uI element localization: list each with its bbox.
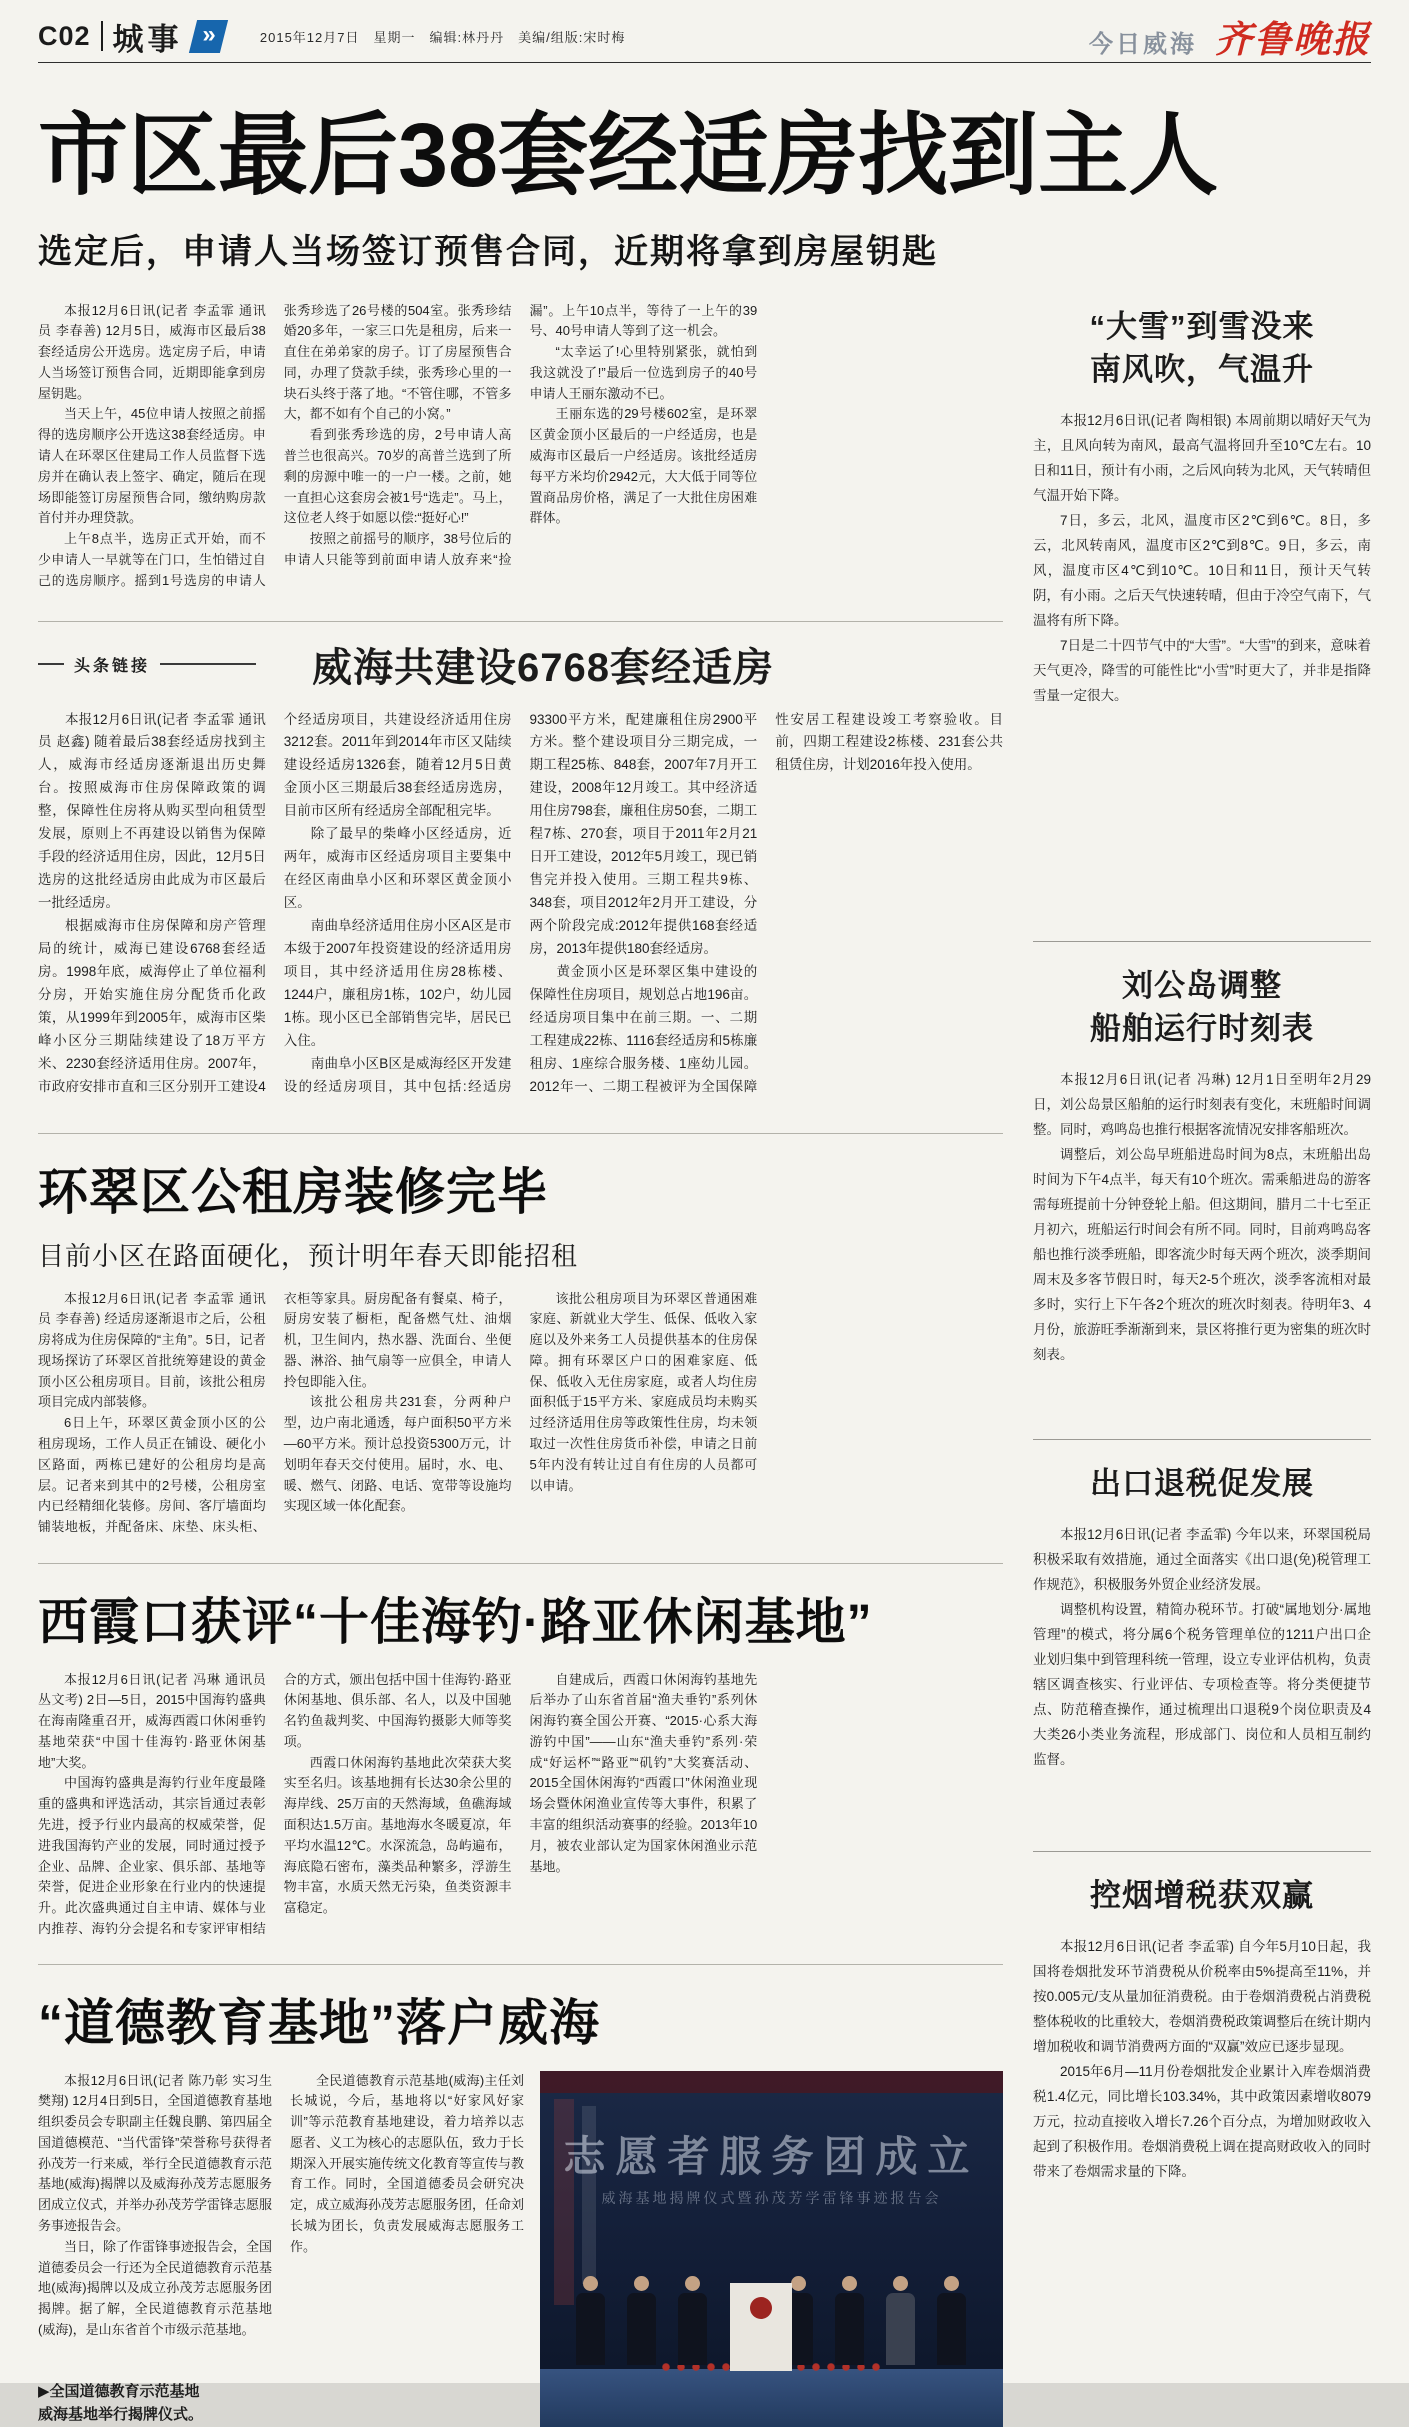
photo-caption-line2: 威海基地举行揭牌仪式。 (38, 2406, 204, 2424)
sidebar-column (1033, 301, 1371, 2427)
date-editor-line: 2015年12月7日 星期一 编辑:林丹丹 美编/组版:宋时梅 (259, 29, 626, 45)
sidebar4-headline (1033, 1874, 1371, 1917)
chevron-glyph: » (201, 20, 216, 48)
paragraph: 中国海钓盛典是海钓行业年度最隆重的盛典和评选活动，其宗旨通过表彰先进，授予行业内最高的权威荣誉，促进我国海钓产业的发展，同时通过授予企业、品牌、企业家、俱乐部、基地等荣誉，促进企业形象在行业内的快速提升。此次盛典通过自主申请、媒体与业内推荐、海钓分会提名和专家评审相结合的方式，颁出包括中国十佳海钓·路亚休闲基地、俱乐部、名人，以及中国驰名钓鱼裁判奖、中国海钓摄影大师等奖项。 (38, 1671, 512, 1937)
sidebar-article-liugong-island (1033, 941, 1371, 1439)
article-public-rental (38, 1133, 1003, 1541)
paragraph: 该批公租房共231套，分两种户型，边户南北通透，每户面积50平方米—60平方米。预计总投资5300万元，计划明年春天交付使用。届时，水、电、暖、燃气、闭路、电话、宽带等设施均实现区域一体化配套。 (283, 1394, 512, 1514)
photo-podium (730, 2283, 792, 2371)
paragraph: 黄金顶小区是环翠区集中建设的保障性住房项目，规划总占地196亩。经适房项目集中在前三期。一、二期工程建成22栋、1116套经适房和5栋廉租房、1座综合服务楼、1座幼儿园。2012年一、二期工程被评为全国保障性安居工程建设竣工考察验收。目前，四期工程建设2栋楼、231套公共租赁住房，计划2016年投入使用。 (529, 711, 1003, 1094)
sidebar2-body (1033, 1068, 1371, 1368)
paragraph: 本报12月6日讯(记者 冯琳 通讯员 丛文考) 2日—5日，2015中国海钓盛典在海南隆重召开，威海西霞口休闲垂钓基地荣获“中国十佳海钓·路亚休闲基地”大奖。 (38, 1671, 266, 1770)
article-moral-education (38, 1964, 1003, 2427)
paragraph: 6日上午，环翠区黄金顶小区的公租房现场，工作人员正在铺设、硬化小区路面，两栋已建好的公租房均是高层。记者来到其中的2号楼，公租房室内已经精细化装修。房间、客厅墙面均铺装地板，并配备床、床垫、床头柜、衣柜等家具。厨房配备有餐桌、椅子，厨房安装了橱柜，配备燃气灶、油烟机，卫生间内，热水器、洗面台、坐便器、淋浴、抽气扇等一应俱全，申请人拎包即能入住。 (38, 1290, 512, 1535)
sidebar3-headline (1033, 1462, 1371, 1505)
section-name: 城事 (112, 21, 183, 57)
photo-banner-subtext: 威海基地揭牌仪式暨孙茂芳学雷锋事迹报告会 (601, 2189, 942, 2206)
paragraph: 本报12月6日讯(记者 冯琳) 12月1日至明年2月29日，刘公岛景区船舶的运行时刻表有变化，末班船时间调整。同时，鸡鸣岛也推行根据客流情况安排客船班次。 (1033, 1072, 1371, 1138)
paragraph: 自建成后，西霞口休闲海钓基地先后举办了山东省首届“渔夫垂钓”系列休闲海钓赛全国公开赛、“2015·心系大海 游钓中国”——山东“渔夫垂钓”系列·荣成“好运杯”“路亚”“矶钓”大奖赛活动、2015全国休闲海钓“西霞口”休闲渔业现场会暨休闲渔业宣传等大事件，积累了丰富的组织活动赛事的经验。2013年10月，被农业部认定为国家休闲渔业示范基地。 (529, 1671, 758, 1874)
paragraph: 除了最早的柴峰小区经适房，近两年，威海市区经适房项目主要集中在经区南曲阜小区和环翠区黄金顶小区。 (283, 826, 512, 910)
article3-subhead: 目前小区在路面硬化，预计明年春天即能招租 (38, 1240, 579, 1271)
sidebar2-headline-line1: 刘公岛调整 (1122, 967, 1282, 1003)
kicker-rule-right (160, 663, 256, 665)
article2-body (38, 709, 1003, 1111)
paragraph: 本报12月6日讯(记者 陶相银) 本周前期以晴好天气为主，且风向转为南风，最高气温将回升至10℃左右。10日和11日，预计有小雨，之后风向转为北风，天气转晴但气温开始下降。 (1033, 413, 1372, 504)
sidebar1-headline-line1: “大雪”到雪没来 (1089, 308, 1315, 344)
paragraph: 本报12月6日讯(记者 李孟霏 通讯员 李春善) 经适房逐渐退市之后，公租房将成为住房保障的“主角”。5日，记者现场探访了环翠区首批统筹建设的黄金顶小区公租房项目。目前，该批公租房项目完成内部装修。 (38, 1290, 266, 1410)
article2-headline: 威海共建设6768套经适房 (312, 645, 774, 690)
article5-content-row (38, 2071, 1003, 2427)
photo-person (623, 2276, 659, 2365)
page-code: C02 (38, 20, 91, 51)
sidebar2-headline-line2: 船舶运行时刻表 (1090, 1010, 1314, 1046)
photo-caption-line1: ▶全国道德教育示范基地 (38, 2383, 200, 2400)
paragraph: “太幸运了!心里特别紧张，就怕到我这就没了!”最后一位选到房子的40号申请人王丽东激动不已。 (529, 344, 758, 401)
paragraph: 西霞口休闲海钓基地此次荣获大奖实至名归。该基地拥有长达30余公里的海岸线、25万亩的天然海域，鱼礁海域面积达1.5万亩。基地海水冬暖夏凉，年平均水温12℃。水深流急，岛屿遍布，海底隐石密布，藻类品种繁多，浮游生物丰富，水质天然无污染，鱼类资源丰富稳定。 (283, 1754, 512, 1916)
photo-person (832, 2276, 868, 2365)
paragraph: 7日，多云，北风，温度市区2℃到6℃。8日，多云，北风转南风，温度市区2℃到8℃。9日，多云，南风，温度市区4℃到10℃。10日和11日，预计天气转阴，有小雨。之后天气快速转晴，但由于冷空气南下，气温将有所下降。 (1033, 513, 1371, 629)
paragraph: 调整后，刘公岛早班船进岛时间为8点，末班船出岛时间为下午4点半，每天有10个班次。需乘船进岛的游客需每班提前十分钟登轮上船。但这期间，腊月二十七至正月初六，班船运行时间会有所不同。同时，目前鸡鸣岛客船也推行淡季班船，即客流少时每天两个班次，淡季期间周末及多客节假日时，每天2-5个班次，淡季客流相对最多时，实行上下午各2个班次的班次时刻表。待明年3、4月份，旅游旺季渐渐到来，景区将推行更为密集的班次时刻表。 (1033, 1147, 1371, 1362)
edition-name: 今日威海 (1089, 31, 1197, 58)
article5-text-area (38, 2071, 524, 2427)
sidebar-article-tobacco-tax (1033, 1851, 1371, 2271)
sidebar1-headline (1033, 305, 1371, 392)
sidebar3-body (1033, 1523, 1371, 1773)
photo-banner-strip (540, 2071, 1003, 2093)
paragraph: 南曲阜经济适用住房小区A区是市本级于2007年投资建设的经济适用房项目，其中经济适用住房28栋楼、1244户，廉租房1栋，102户，幼儿园1栋。现小区已全部销售完毕，居民已入住。 (283, 917, 512, 1048)
photo-caption (38, 2380, 524, 2427)
podium-emblem (750, 2297, 772, 2319)
paragraph: 当天上午，45位申请人按照之前摇得的选房顺序公开选这38套经适房。申请人在环翠区住建局工作人员监督下选房并在确认表上签字、确定，随后在现场即能签订房屋预售合同，缴纳购房款首付并办理贷款。 (38, 406, 266, 526)
article4-body (38, 1670, 1003, 1942)
article4-headline: 西霞口获评“十佳海钓·路亚休闲基地” (38, 1593, 873, 1650)
paragraph: 按照之前摇号的顺序，38号位后的申请人只能等到前面申请人放弃来“捡漏”。上午10点半，等待了一上午的39号、40号申请人等到了这一机会。 (283, 302, 758, 568)
paragraph: 调整机构设置，精简办税环节。打破“属地划分·属地管理”的模式，将分属6个税务管理单位的1211户出口企业划归集中到管理科统一管理，设立专业评估机构，负责辖区调查核实、行业评估、专项检查等。将分类便捷节点、防范稽查操作，通过梳理出口退税9个岗位职责及4大类26小类业务流程，形成部门、岗位和人员相互制约监督。 (1033, 1601, 1371, 1767)
ceremony-photo (540, 2071, 1003, 2427)
paragraph: 该批公租房项目为环翠区普通困难家庭、新就业大学生、低保、低收入家庭以及外来务工人员提供基本的住房保障。拥有环翠区户口的困难家庭、低保、低收入无住房家庭，或者人均住房面积低于15平方米、家庭成员均未购买过经济适用住房等政策性住房，均未领取过一次性住房货币补偿，申请之日前5年内没有转让过自有住房的人员都可以申请。 (529, 1290, 758, 1493)
article5-headline: “道德教育基地”落户威海 (38, 1994, 600, 2051)
sidebar2-headline (1033, 964, 1371, 1051)
photo-person (572, 2276, 608, 2365)
paragraph: 当日，除了作雷锋事迹报告会，全国道德委员会一行还为全民道德教育示范基地(威海)揭牌以及成立孙茂芳志愿服务团揭牌。据了解，全民道德教育示范基地(威海)，是山东省首个市级示范基地。 (38, 2238, 273, 2338)
paragraph: 上午8点半，选房正式开始，而不少申请人一早就等在门口，生怕错过自己的选房顺序。摇到1号选房的申请人张秀珍选了26号楼的504室。张秀珍结婚20多年，一家三口先是租房，后来一直住在弟弟家的房子。订了房屋预售合同，办理了贷款手续，张秀珍心里的一块石头终于落了地。“不管住哪，不管多大，都不如有个自己的小窝。” (38, 302, 512, 588)
sidebar4-body (1033, 1935, 1371, 2185)
kicker-label: 头条链接 (74, 657, 151, 675)
paragraph: 王丽东选的29号楼602室，是环翠区黄金顶小区最后的一户经适房，也是威海市区最后一户经适房。该批经适房每平方米均价2942元，大大低于同等位置商品房价格，满足了一大批住房困难群体。 (529, 406, 758, 526)
page-header (38, 14, 1371, 61)
paragraph: 本报12月6日讯(记者 李孟霏 通讯员 赵鑫) 随着最后38套经适房找到主人，威海市经适房逐渐退出历史舞台。按照威海市住房保障政策的调整，保障性住房将从购买型向租赁型发展，原则上不再建设以销售为保障手段的经济适用住房，因此，12月5日选房的这批经适房由此成为市区最后一批经适房。 (38, 711, 266, 910)
kicker-row (38, 621, 1003, 693)
sidebar4-headline-line1: 控烟增税获双赢 (1090, 1877, 1314, 1913)
paragraph: 7日是二十四节气中的“大雪”。“大雪”的到来，意味着天气更冷，降雪的可能性比“小雪”时更大了，并非是指降雪量一定很大。 (1033, 638, 1371, 703)
sidebar-article-weather (1033, 301, 1371, 941)
paragraph: 本报12月6日讯(记者 李孟霏 通讯员 李春善) 12月5日，威海市区最后38套经适房公开选房。选定房子后，申请人当场签订预售合同，近期即能拿到房屋钥匙。 (38, 302, 266, 401)
paragraph: 南曲阜小区B区是威海经区开发建设的经适房项目，其中包括:经适房93300平方米，配建廉租住房2900平方米。整个建设项目分三期完成，一期工程25栋、848套，2007年7月开工建设，2008年12月竣工。其中经济适用住房798套，廉租住房50套，二期工程7栋、270套，项目于2011年2月21日开工建设，2012年5月竣工，现已销售完并投入使用。三期工程共9栋、348套，项目2012年2月开工建设，分两个阶段完成:2012年提供168套经适房，2013年提供180套经适房。 (283, 711, 758, 1094)
article5-body (38, 2071, 524, 2363)
photo-banner-text: 志愿者服务团成立 (563, 2132, 980, 2180)
article3-headline: 环翠区公租房装修完毕 (38, 1163, 548, 1220)
paragraph: 本报12月6日讯(记者 李孟霏) 今年以来，环翠国税局积极采取有效措施，通过全面落实《出口退(免)税管理工作规范》，积极服务外贸企业经济发展。 (1033, 1526, 1371, 1592)
paragraph: 全民道德教育示范基地(威海)主任刘长城说，今后，基地将以“好家风好家训”等示范教育基地建设，着力培养以志愿者、义工为核心的志愿队伍，致力于长期深入开展实施传统文化教育等宣传与教育工作。同时，全国道德委员会研究决定，成立威海孙茂芳志愿服务团，任命刘长城为团长，负责发展威海志愿服务工作。 (290, 2072, 525, 2254)
paragraph: 看到张秀珍选的房，2号申请人高普兰也很高兴。70岁的高普兰选到了所剩的房源中唯一的一户一楼。之前，她一直担心这套房会被1号“选走”。马上，这位老人终于如愿以偿:“挺好心!” (283, 427, 512, 526)
lead-headline: 市区最后38套经适房找到主人 (38, 106, 1219, 206)
photo-person (883, 2276, 919, 2365)
article3-body (38, 1289, 1003, 1541)
lead-subhead: 选定后，申请人当场签订预售合同，近期将拿到房屋钥匙 (38, 232, 938, 271)
sidebar3-headline-line1: 出口退税促发展 (1090, 1465, 1314, 1501)
newspaper-logo: 齐鲁晚报 (1215, 20, 1371, 61)
lead-headline-block (38, 106, 1371, 273)
content-row (38, 301, 1371, 2427)
sidebar1-headline-line2: 南风吹，气温升 (1090, 351, 1314, 387)
photo-person (674, 2276, 710, 2365)
photo-person (934, 2276, 970, 2365)
paragraph: 根据威海市住房保障和房产管理局的统计，威海已建设6768套经适房。1998年底，威海停止了单位福利分房，开始实施住房分配货币化政策，从1999年到2005年，威海市区柴峰小区分三期陆续建设了18万平方米、2230套经济适用住房。2007年，市政府安排市直和三区分别开工建设4个经适房项目，共建设经济适用住房3212套。2011年到2014年市区又陆续建设经适房1326套，随着12月5日黄金顶小区三期最后38套经适房选房，目前市区所有经适房全部配租完毕。 (38, 711, 512, 1094)
main-column (38, 301, 1003, 2427)
article-xixiakou (38, 1563, 1003, 1942)
photo-stage (540, 2369, 1003, 2427)
header-divider (101, 21, 103, 51)
section-chevron-icon (188, 20, 228, 53)
paragraph: 2015年6月—11月份卷烟批发企业累计入库卷烟消费税1.4亿元，同比增长103.34%，其中政策因素增收8079万元，拉动直接收入增长7.26个百分点，为增加财政收入起到了积极作用。卷烟消费税上调在提高财政收入的同时带来了卷烟需求量的下降。 (1033, 2063, 1371, 2179)
sidebar-article-export-rebate (1033, 1439, 1371, 1851)
lead-article-body (38, 301, 1003, 601)
paragraph: 本报12月6日讯(记者 陈乃彰 实习生 樊翔) 12月4日到5日，全国道德教育基地组织委员会专职副主任魏良鹏、第四届全国道德模范、“当代雷锋”荣誉称号获得者孙茂芳一行来威，举行全民道德教育示范基地(威海)揭牌以及威海孙茂芳志愿服务团成立仪式，并举办孙茂芳学雷锋志愿服务事迹报告会。 (38, 2072, 273, 2234)
masthead-right (1089, 9, 1371, 63)
paragraph: 本报12月6日讯(记者 李孟霏) 自今年5月10日起，我国将卷烟批发环节消费税从价税率由5%提高至11%，并按0.005元/支从量加征消费税。由于卷烟消费税占消费税整体税收的比重较大，卷烟消费税政策调整后在统计期内增加税收和调节消费两方面的“双赢”效应已逐步显现。 (1033, 1938, 1371, 2054)
sidebar1-body (1033, 409, 1371, 709)
kicker-rule-left (38, 663, 64, 665)
article-6768-units (38, 621, 1003, 1111)
